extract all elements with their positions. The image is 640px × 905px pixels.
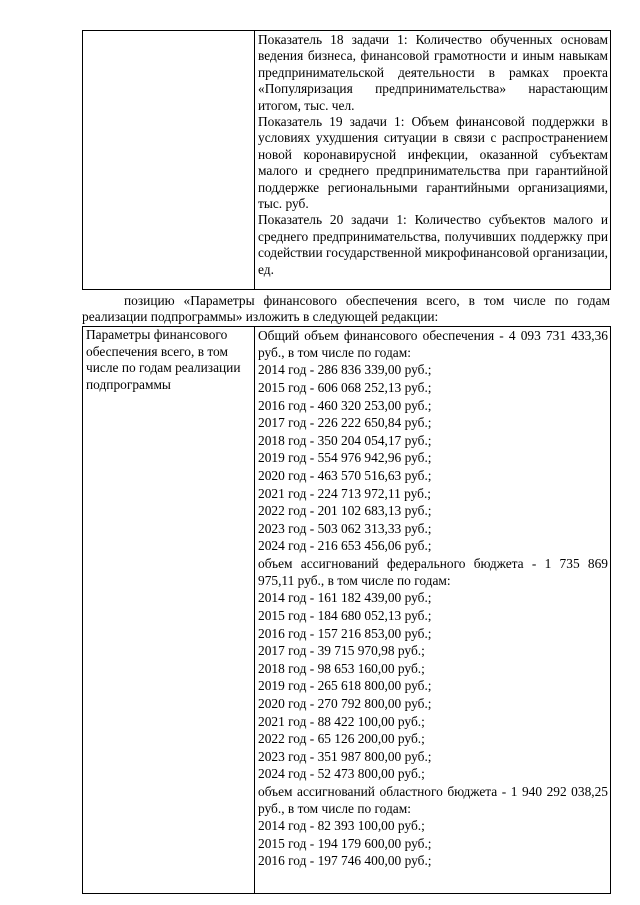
table-row xyxy=(83,327,611,894)
year-line: 2014 год - 161 182 439,00 руб.; xyxy=(258,590,432,606)
indicator-18: Показатель 18 задачи 1: Количество обученных основам ведения бизнеса, финансовой грамотности и иным навыкам предпринимательской деятельности в рамках проекта «Популяризация предпринимательства» нарастающим итогом, тыс. чел. xyxy=(258,32,608,113)
year-line: 2018 год - 98 653 160,00 руб.; xyxy=(258,660,425,676)
year-line: 2019 год - 265 618 800,00 руб.; xyxy=(258,678,432,694)
table-row xyxy=(83,31,611,290)
year-line: 2024 год - 52 473 800,00 руб.; xyxy=(258,766,425,782)
year-line: 2022 год - 201 102 683,13 руб.; xyxy=(258,503,432,519)
federal-heading: объем ассигнований федерального бюджета - 1 735 869 975,11 руб., в том числе по годам: xyxy=(258,555,608,589)
year-line: 2014 год - 82 393 100,00 руб.; xyxy=(258,818,425,834)
year-line: 2017 год - 226 222 650,84 руб.; xyxy=(258,415,432,431)
year-line: 2021 год - 224 713 972,11 руб.; xyxy=(258,485,432,501)
year-line: 2023 год - 503 062 313,33 руб.; xyxy=(258,520,432,536)
indicators-left-cell xyxy=(83,31,255,290)
year-line: 2014 год - 286 836 339,00 руб.; xyxy=(258,362,432,378)
year-line: 2015 год - 606 068 252,13 руб.; xyxy=(258,380,432,395)
year-line: 2018 год - 350 204 054,17 руб.; xyxy=(258,432,432,448)
total-years-list xyxy=(258,361,608,555)
regional-years-list xyxy=(258,817,608,870)
year-line: 2020 год - 463 570 516,63 руб.; xyxy=(258,467,432,483)
year-line: 2021 год - 88 422 100,00 руб.; xyxy=(258,713,425,729)
year-line: 2022 год - 65 126 200,00 руб.; xyxy=(258,731,425,747)
year-line: 2016 год - 157 216 853,00 руб.; xyxy=(258,625,432,641)
year-line: 2016 год - 460 320 253,00 руб.; xyxy=(258,397,432,413)
year-line: 2015 год - 184 680 052,13 руб.; xyxy=(258,607,432,623)
year-line: 2015 год - 194 179 600,00 руб.; xyxy=(258,835,432,851)
year-line: 2023 год - 351 987 800,00 руб.; xyxy=(258,748,432,764)
year-line: 2019 год - 554 976 942,96 руб.; xyxy=(258,450,432,466)
indicator-19: Показатель 19 задачи 1: Объем финансовой поддержки в условиях ухудшения ситуации в связи с распространением новой коронавирусной инфекции, оказанной субъектам малого и среднего предпринимательства при гарантийной поддержке региональными гарантийными организациями, тыс. руб. xyxy=(258,114,608,212)
regional-heading: объем ассигнований областного бюджета - 1 940 292 038,25 руб., в том числе по годам: xyxy=(258,783,608,817)
federal-years-list xyxy=(258,589,608,783)
finance-label-cell xyxy=(83,327,255,894)
indicator-20: Показатель 20 задачи 1: Количество субъектов малого и среднего предпринимательства, получивших поддержку при содействии государственной микрофинансовой организации, ед. xyxy=(258,212,608,277)
total-heading: Общий объем финансового обеспечения - 4 093 731 433,36 руб., в том числе по годам: xyxy=(258,328,608,361)
indicators-table xyxy=(82,30,611,290)
document-page xyxy=(82,30,610,894)
indicators-right-cell xyxy=(255,31,611,290)
finance-table xyxy=(82,326,611,894)
middle-paragraph: позицию «Параметры финансового обеспечения всего, в том числе по годам реализации подпрограммы» изложить в следующей редакции: xyxy=(82,293,610,324)
year-line: 2016 год - 197 746 400,00 руб.; xyxy=(258,853,432,869)
year-line: 2017 год - 39 715 970,98 руб.; xyxy=(258,643,425,659)
year-line: 2024 год - 216 653 456,06 руб.; xyxy=(258,538,432,554)
finance-values-cell xyxy=(255,327,611,894)
finance-label: Параметры финансового обеспечения всего, в том числе по годам реализации подпрограммы xyxy=(86,327,241,392)
year-line: 2020 год - 270 792 800,00 руб.; xyxy=(258,695,432,711)
